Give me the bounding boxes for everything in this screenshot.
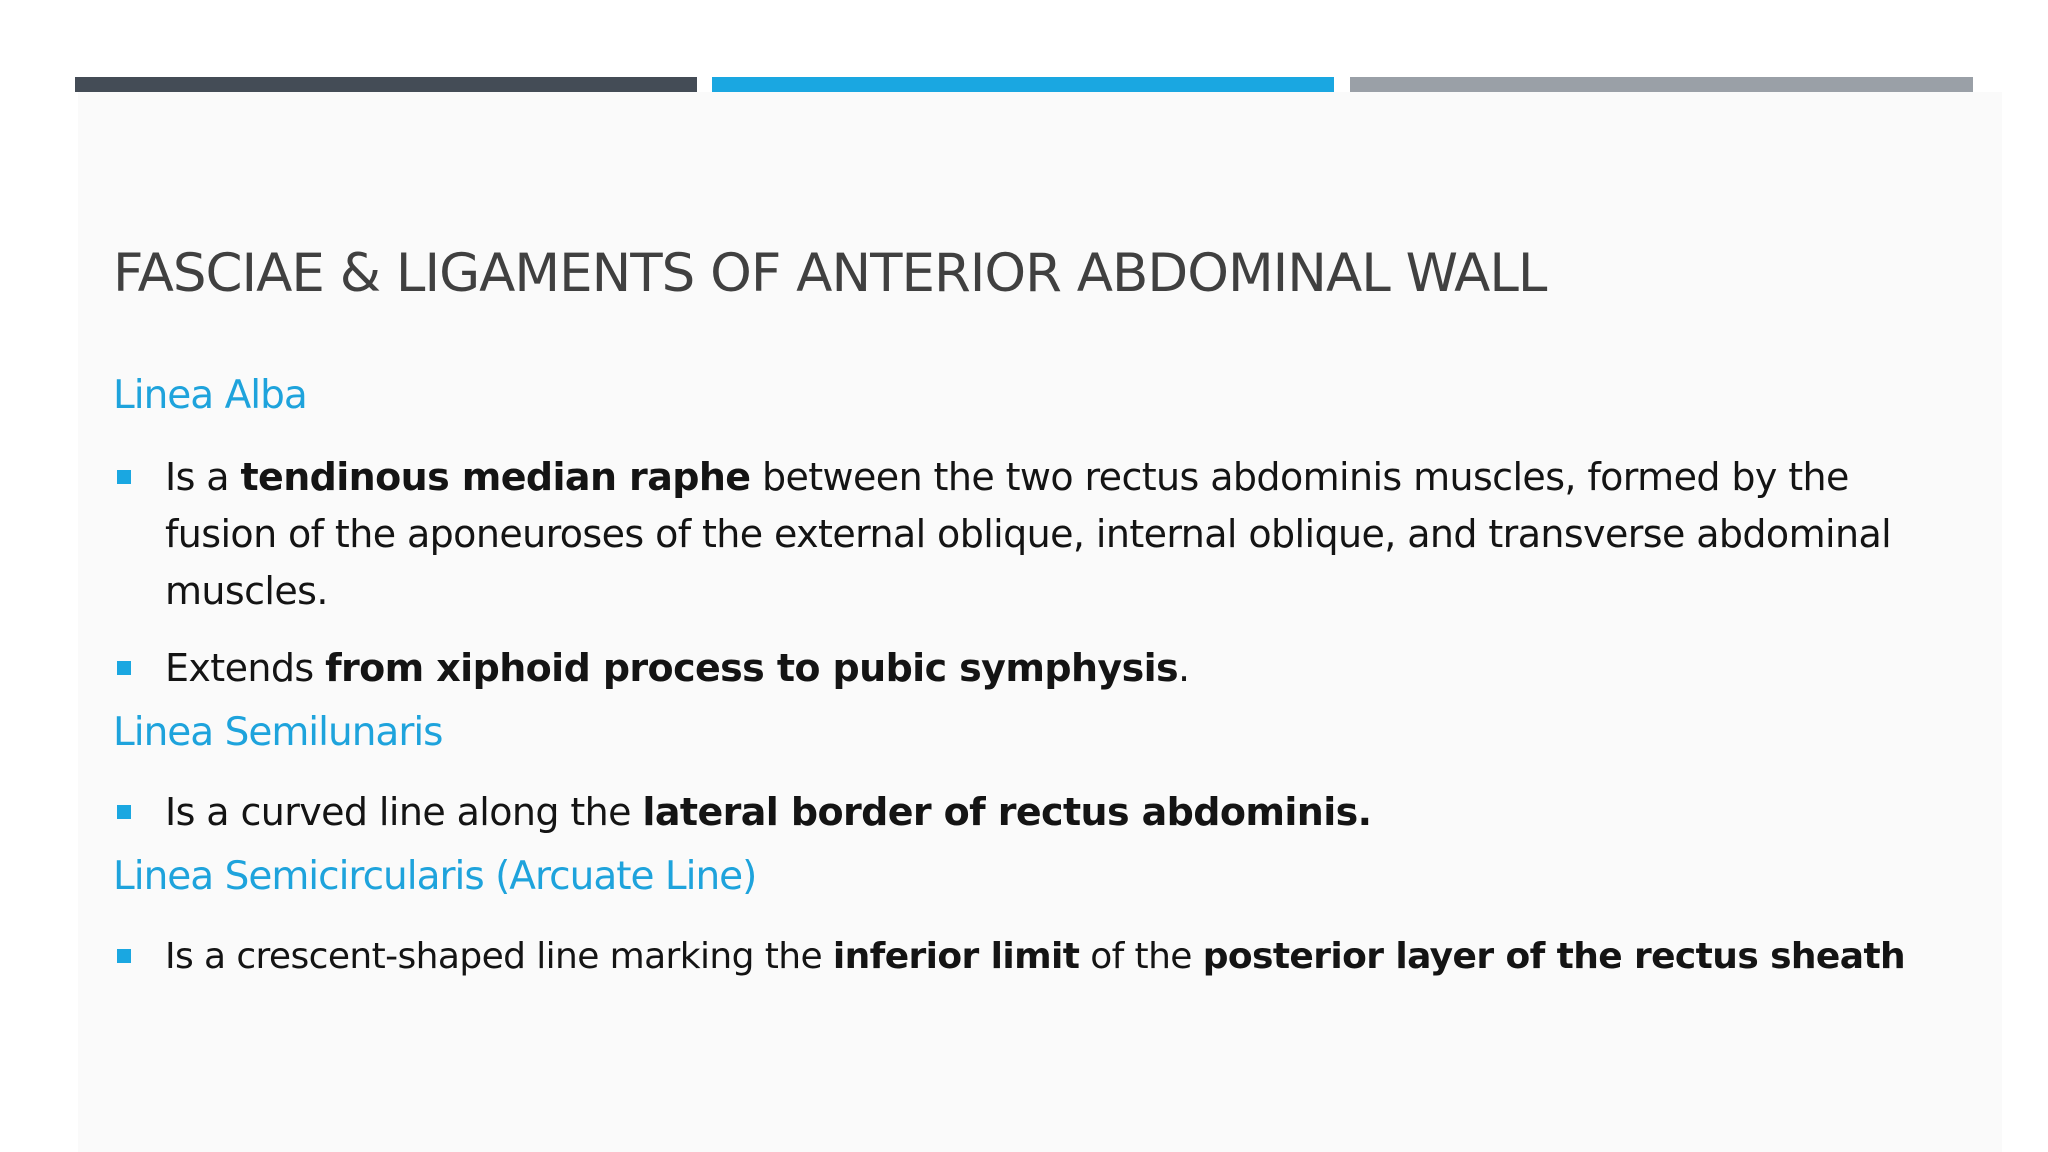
bullet-bold-text: from xiphoid process to pubic symphysis [325,646,1179,690]
bullet-bold-text: tendinous median raphe [240,455,751,499]
square-bullet-icon [117,805,131,819]
bullet-item [113,449,1943,620]
accent-bar-gray [1350,77,1973,92]
slide-title: FASCIAE & LIGAMENTS OF ANTERIOR ABDOMINAL WALL [113,243,1547,304]
bullet-text: Is a crescent-shaped line marking the [165,936,833,977]
accent-bar-blue [712,77,1334,92]
accent-bar-dark [75,77,697,92]
bullet-text: . [1178,646,1190,690]
section-heading-arcuate-line: Linea Semicircularis (Arcuate Line) [113,854,757,899]
bullet-bold-text: inferior limit [832,936,1080,977]
slide-body [113,370,1943,985]
bullet-text: of the [1079,936,1203,977]
bullet-bold-text: lateral border of rectus abdominis. [642,790,1372,834]
bullet-item [113,928,1943,985]
square-bullet-icon [117,470,131,484]
bullet-text: Is a [165,455,241,499]
section-heading-linea-semilunaris: Linea Semilunaris [113,710,443,755]
square-bullet-icon [117,949,131,963]
bullet-bold-text: posterior layer of the rectus sheath [1202,936,1906,977]
bullet-item [113,784,1943,841]
square-bullet-icon [117,661,131,675]
bullet-text: Is a curved line along the [165,790,643,834]
bullet-item [113,640,1943,697]
section-heading-linea-alba: Linea Alba [113,373,307,418]
bullet-text: Extends [165,646,326,690]
bullet-text: between the two rectus abdominis muscles, formed by the fusion of the aponeuroses of the external oblique, internal oblique, and transverse abdominal muscles. [165,455,1892,613]
